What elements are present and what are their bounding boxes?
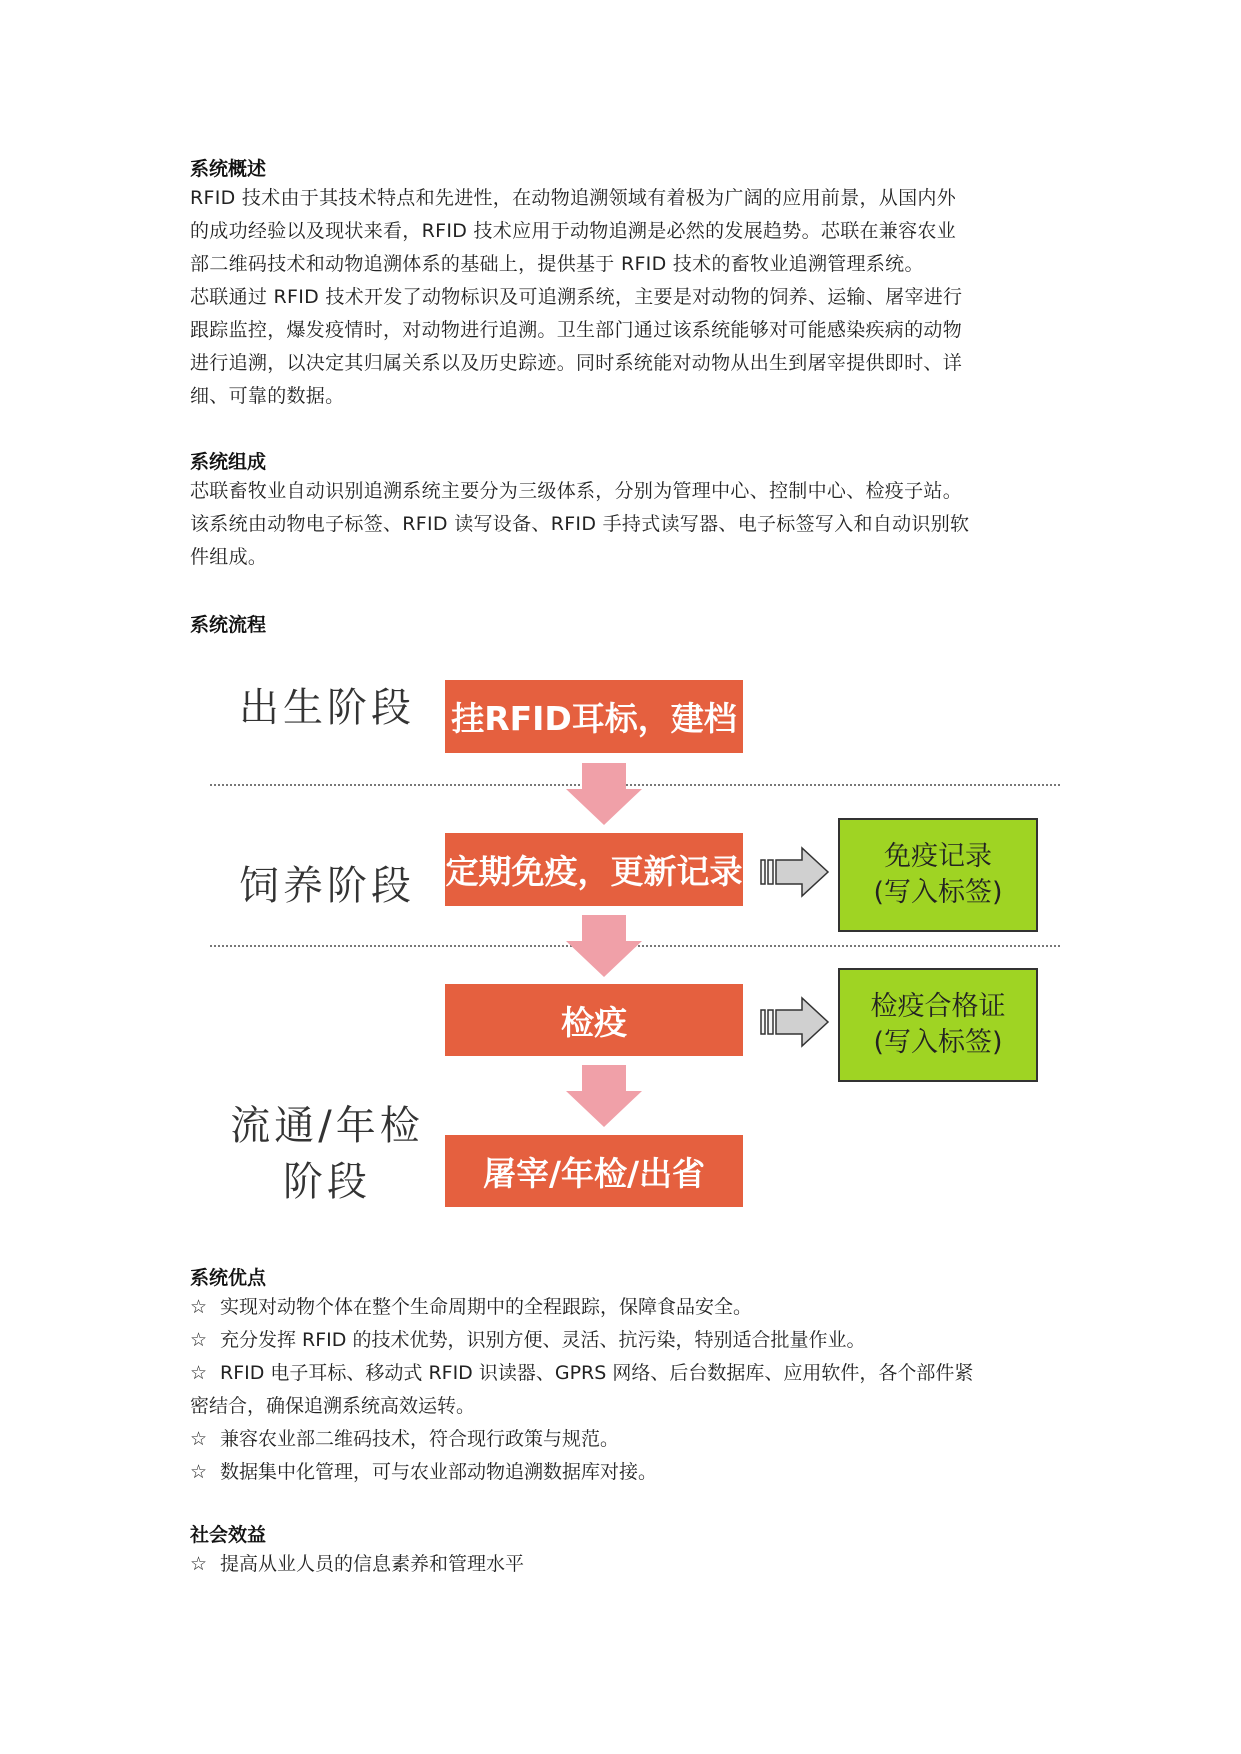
list-item-text: 提高从业人员的信息素养和管理水平 bbox=[220, 1553, 525, 1575]
stage-birth: 出生阶段 bbox=[239, 685, 415, 731]
step-quarantine-box: 检疫 bbox=[445, 984, 743, 1056]
down-arrow-icon bbox=[566, 915, 642, 977]
star-icon: ☆ bbox=[190, 1362, 208, 1384]
list-item bbox=[190, 1456, 1070, 1489]
list-item-text: 实现对动物个体在整个生命周期中的全程跟踪，保障食品安全。 bbox=[220, 1296, 753, 1318]
advantages-title: 系统优点 bbox=[190, 1267, 267, 1289]
star-icon: ☆ bbox=[190, 1428, 208, 1450]
stage-circulation-line2: 阶段 bbox=[283, 1159, 371, 1205]
list-item-text: 充分发挥 RFID 的技术优势，识别方便、灵活、抗污染，特别适合批量作业。 bbox=[220, 1329, 866, 1351]
list-item-text: 数据集中化管理，可与农业部动物追溯数据库对接。 bbox=[220, 1461, 658, 1483]
text-line: 跟踪监控，爆发疫情时，对动物进行追溯。卫生部门通过该系统能够对可能感染疾病的动物 bbox=[190, 319, 963, 341]
right-arrow-icon bbox=[760, 995, 830, 1049]
list-item bbox=[190, 1324, 1070, 1357]
text-line: 细、可靠的数据。 bbox=[190, 385, 345, 407]
benefits-title: 社会效益 bbox=[190, 1524, 267, 1546]
note-line: (写入标签) bbox=[873, 1027, 1003, 1058]
note-line: (写入标签) bbox=[873, 877, 1003, 908]
text-line: 的成功经验以及现状来看，RFID 技术应用于动物追溯是必然的发展趋势。芯联在兼容农业 bbox=[190, 220, 957, 242]
overview-text bbox=[190, 182, 1070, 413]
star-icon: ☆ bbox=[190, 1329, 208, 1351]
text-line: 该系统由动物电子标签、RFID 读写设备、RFID 手持式读写器、电子标签写入和自动识别软 bbox=[190, 513, 970, 535]
star-icon: ☆ bbox=[190, 1553, 208, 1575]
composition-text bbox=[190, 475, 1070, 574]
right-arrow-icon bbox=[760, 845, 830, 899]
down-arrow-icon bbox=[566, 763, 642, 825]
overview-title: 系统概述 bbox=[190, 158, 267, 180]
star-icon: ☆ bbox=[190, 1461, 208, 1483]
step-slaughter-box: 屠宰/年检/出省 bbox=[445, 1135, 743, 1207]
composition-title: 系统组成 bbox=[190, 451, 267, 473]
immune-record-note bbox=[838, 818, 1038, 932]
note-line: 免疫记录 bbox=[884, 841, 992, 872]
list-item bbox=[190, 1548, 1070, 1581]
list-item bbox=[190, 1423, 1070, 1456]
step-immunize-box: 定期免疫，更新记录 bbox=[445, 833, 743, 906]
quarantine-cert-note bbox=[838, 968, 1038, 1082]
star-icon: ☆ bbox=[190, 1296, 208, 1318]
text-line: 芯联畜牧业自动识别追溯系统主要分为三级体系，分别为管理中心、控制中心、检疫子站。 bbox=[190, 480, 963, 502]
benefits-list bbox=[190, 1548, 1070, 1581]
text-line: 芯联通过 RFID 技术开发了动物标识及可追溯系统，主要是对动物的饲养、运输、屠宰进行 bbox=[190, 286, 963, 308]
stage-circulation-line1: 流通/年检 bbox=[230, 1103, 424, 1149]
note-line: 检疫合格证 bbox=[870, 991, 1006, 1022]
stage-feeding: 饲养阶段 bbox=[239, 863, 415, 909]
list-item bbox=[190, 1291, 1070, 1324]
down-arrow-icon bbox=[566, 1065, 642, 1127]
text-line: 进行追溯，以决定其归属关系以及历史踪迹。同时系统能对动物从出生到屠宰提供即时、详 bbox=[190, 352, 963, 374]
text-line: RFID 技术由于其技术特点和先进性，在动物追溯领域有着极为广阔的应用前景，从国内外 bbox=[190, 187, 957, 209]
list-item bbox=[190, 1357, 1070, 1390]
step-tag-box: 挂RFID耳标，建档 bbox=[445, 680, 743, 753]
text-line: 件组成。 bbox=[190, 546, 268, 568]
stage-circulation bbox=[222, 1098, 432, 1210]
advantages-list bbox=[190, 1291, 1070, 1489]
list-item-text: RFID 电子耳标、移动式 RFID 识读器、GPRS 网络、后台数据库、应用软件，各个部件紧 bbox=[220, 1362, 974, 1384]
list-item-continuation: 密结合，确保追溯系统高效运转。 bbox=[190, 1395, 476, 1417]
flow-title: 系统流程 bbox=[190, 614, 267, 636]
text-line: 部二维码技术和动物追溯体系的基础上，提供基于 RFID 技术的畜牧业追溯管理系统。 bbox=[190, 253, 924, 275]
list-item-text: 兼容农业部二维码技术，符合现行政策与规范。 bbox=[220, 1428, 620, 1450]
